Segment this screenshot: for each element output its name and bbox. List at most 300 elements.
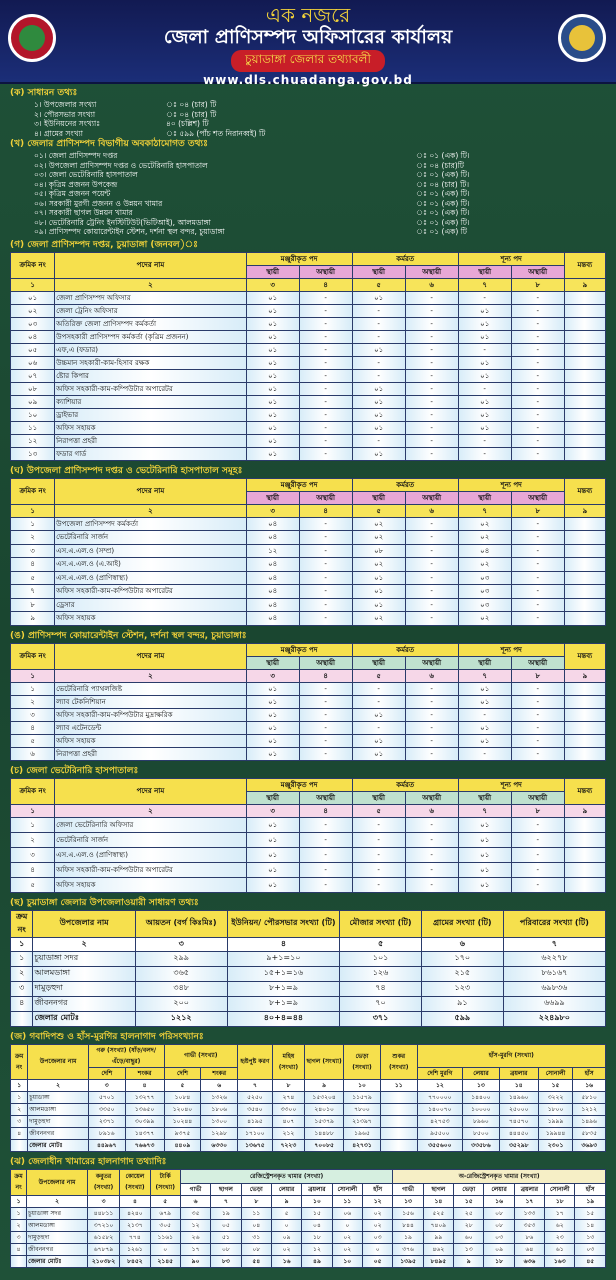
cell-value: - — [511, 291, 564, 304]
column-number: ১৫ — [454, 1195, 484, 1207]
post-name: অফিস সহায়ক — [55, 877, 246, 892]
cell-value: ০৩ — [458, 571, 511, 585]
upazila-name: জেলার মোটঃ — [27, 1255, 88, 1267]
column-number-row — [11, 804, 606, 817]
post-name: উচ্চমান সহকারী-কাম-হিসাব রক্ষক — [55, 356, 246, 369]
cell-value: - — [299, 517, 352, 531]
cell-value: - — [405, 356, 458, 369]
cell-value: - — [299, 408, 352, 421]
cell-value: ১ — [11, 817, 55, 832]
cell-value: ১৪৯৬০ — [499, 1091, 538, 1103]
column-number: ৩ — [246, 278, 299, 291]
cell-value: ৫৮১০ — [573, 1091, 606, 1103]
section-title: (ক) সাধারন তথ্যঃ — [10, 88, 78, 98]
cell-value: ১২৬১ — [120, 1243, 150, 1255]
cell-value: - — [299, 747, 352, 760]
cell-value: - — [511, 408, 564, 421]
cell-value — [564, 695, 605, 708]
cell-value: - — [405, 877, 458, 892]
col-pig: শুকর (সংখ্যা) — [380, 1044, 417, 1079]
cell-value: ১ — [11, 1207, 27, 1219]
info-line — [10, 129, 606, 139]
section-title: (ছ) চুয়াডাঙ্গা জেলার উপজেলাওয়ারী সাধারণ তথ্যঃ — [10, 897, 199, 908]
column-number: ৮ — [272, 1079, 304, 1091]
col-permanent: স্থায়ী — [352, 491, 405, 504]
cell-value: ০১ — [246, 695, 299, 708]
cell-value: - — [299, 447, 352, 460]
info-value: ঃ ০১ (এক) টি। — [416, 151, 470, 160]
cell-value: ০৩ — [458, 585, 511, 599]
cell-value: - — [458, 708, 511, 721]
cell-value: - — [299, 382, 352, 395]
cell-value: - — [405, 612, 458, 626]
column-number: ১৩ — [463, 1079, 500, 1091]
post-name: জেলা প্রাণিসম্পদ অফিসার — [55, 291, 246, 304]
col-farm-type: লেয়ার — [271, 1183, 301, 1195]
column-number: ৯ — [564, 804, 605, 817]
cell-value: ৬৪ — [514, 1243, 544, 1255]
cell-value: ৬৭৮৭৯ — [87, 1243, 119, 1255]
column-number: ১১ — [380, 1079, 417, 1091]
cell-value: ১৩ — [454, 1243, 484, 1255]
cell-value — [564, 304, 605, 317]
cell-value: ০১ — [246, 862, 299, 877]
cell-value: ৬৬৯৯ — [503, 996, 605, 1011]
cell-value: - — [511, 395, 564, 408]
cell-value: ১৩২৬ — [201, 1091, 238, 1103]
cell-value: ০৮ — [11, 382, 55, 395]
post-name: ল্যাব টেকনিশিয়ান — [55, 695, 246, 708]
info-value: ঃ ০১ (এক) টি — [416, 227, 467, 236]
cell-value — [564, 291, 605, 304]
cell-value: - — [511, 517, 564, 531]
cell-value: ১ — [11, 682, 55, 695]
cell-value: ৬২২৭৮ — [503, 951, 605, 966]
col-serial: ক্রমিক নং — [11, 778, 55, 804]
cell-value: ১৯ — [211, 1207, 241, 1219]
table-row — [11, 1207, 606, 1219]
col-farm-type: হাঁস — [575, 1183, 606, 1195]
cell-value: - — [405, 531, 458, 545]
staff-table — [10, 643, 606, 761]
cell-value: - — [299, 571, 352, 585]
cell-value: ৬ — [11, 747, 55, 760]
cell-value: ৮৯৬০ — [463, 1115, 500, 1127]
column-number: ৪ — [299, 669, 352, 682]
upazila-name: চুয়াডাঙ্গা সদর — [33, 951, 135, 966]
cell-value: - — [299, 734, 352, 747]
column-header: পরিবারের সংখ্যা (টি) — [503, 910, 605, 937]
cell-value — [564, 408, 605, 421]
cell-value: - — [405, 721, 458, 734]
cell-value: ০১ — [246, 421, 299, 434]
column-number: ১৯ — [575, 1195, 606, 1207]
column-number: ৫ — [352, 504, 405, 517]
cell-value — [564, 434, 605, 447]
column-number: ৭ — [503, 937, 605, 951]
cell-value: ১৬৩ — [545, 1255, 575, 1267]
table-row — [11, 356, 606, 369]
cell-value: - — [458, 747, 511, 760]
cell-value: - — [299, 304, 352, 317]
cell-value: ০১ — [458, 317, 511, 330]
cell-value: - — [405, 598, 458, 612]
info-line — [10, 151, 606, 161]
cell-value: - — [352, 369, 405, 382]
cell-value: ১ — [11, 951, 33, 966]
info-line — [10, 180, 606, 190]
cell-value: ০২ — [332, 1231, 362, 1243]
cell-value: ০৬ — [11, 356, 55, 369]
col-cattle: গরু (সংখ্যা) (ষাঁড়/বলদ/এঁড়ে/বাছুর) — [88, 1044, 164, 1067]
section-title: (খ) জেলার প্রাণিসম্পদ বিভাগীয় অবকাঠামোগত তথ্যঃ — [10, 139, 208, 149]
cell-value: - — [405, 291, 458, 304]
col-upazila: উপজেলার নাম — [28, 1044, 89, 1079]
cell-value: ০৫ — [362, 1255, 392, 1267]
column-number: ২ — [55, 504, 246, 517]
cell-value: ০১ — [246, 408, 299, 421]
column-number-row — [11, 669, 606, 682]
website-link[interactable]: www.dls.chuadanga.gov.bd — [203, 73, 413, 87]
column-number: ৮ — [241, 1195, 271, 1207]
cell-value: ৬১ — [545, 1243, 575, 1255]
cell-value: ৯ — [11, 612, 55, 626]
table-row — [11, 382, 606, 395]
cell-value: ৩৫ — [180, 1207, 210, 1219]
cell-value: ০১ — [458, 682, 511, 695]
cell-value: - — [458, 434, 511, 447]
header-row — [11, 910, 606, 937]
column-number: ৩ — [135, 937, 227, 951]
col-temporary: অস্থায়ী — [511, 791, 564, 804]
cell-value: ১২০৪০ — [164, 1103, 201, 1115]
cell-value: ২০০ — [135, 996, 227, 1011]
cell-value: ০১ — [352, 708, 405, 721]
cell-value: ৩৫৫৬০০ — [417, 1139, 462, 1151]
cell-value: ০২ — [458, 531, 511, 545]
upazila-name: আলমডাঙ্গা — [33, 966, 135, 981]
cell-value: ৬০ — [454, 1231, 484, 1243]
cell-value: ৪২৭৫৩ — [417, 1115, 462, 1127]
column-header: গ্রামের সংখ্যা (টি) — [421, 910, 503, 937]
info-value: ঃ ০১ (এক) টি। — [416, 170, 470, 179]
cell-value: ০৪ — [246, 598, 299, 612]
cell-value: ১৮০০ — [538, 1103, 573, 1115]
column-number: ৬ — [405, 504, 458, 517]
col-farm-type: সোনালী — [332, 1183, 362, 1195]
dls-logo-icon — [558, 14, 606, 62]
col-temporary: অস্থায়ী — [511, 265, 564, 278]
table-row — [11, 585, 606, 599]
cell-value: - — [299, 343, 352, 356]
table-row — [11, 1091, 606, 1103]
cell-value: - — [299, 612, 352, 626]
col-sanctioned: মঞ্জুরীকৃত পদ — [246, 478, 352, 491]
cell-value: - — [405, 330, 458, 343]
table-row — [11, 1219, 606, 1231]
cell-value: ০৪ — [458, 544, 511, 558]
cell-value: ১৮০৬ — [201, 1103, 238, 1115]
cell-value: ৮৫০০ — [463, 1127, 500, 1139]
cell-value: - — [299, 832, 352, 847]
column-header: উপজেলার নাম — [33, 910, 135, 937]
column-number: ২ — [55, 669, 246, 682]
column-number: ৭ — [458, 804, 511, 817]
cell-value: ১৩২৭৭ — [125, 1091, 164, 1103]
col-sheep: ভেড়া (সংখ্যা) — [344, 1044, 381, 1079]
cell-value: ০৪ — [246, 531, 299, 545]
cell-value: ১৩৯৫ — [393, 1255, 423, 1267]
col-cross: শংকর — [125, 1067, 164, 1079]
cell-value: - — [511, 585, 564, 599]
section-quarantine-station-staff — [0, 630, 616, 761]
cell-value: ৮+১=৯ — [227, 981, 339, 996]
upazila-name: চুয়াডাঙ্গা সদর — [27, 1207, 88, 1219]
cell-value: - — [352, 434, 405, 447]
table-row — [11, 832, 606, 847]
post-name: ভেটেরিনারি প্যাথলজিষ্ট — [55, 682, 246, 695]
cell-value: ৯৯ — [423, 1231, 453, 1243]
cell-value: ০৩ — [362, 1231, 392, 1243]
column-number: ৪ — [299, 504, 352, 517]
cell-value: - — [299, 434, 352, 447]
table-row — [11, 721, 606, 734]
cell-value: ০১ — [246, 747, 299, 760]
column-number: ২ — [33, 937, 135, 951]
post-name: নিরাপত্তা প্রহরী — [55, 747, 246, 760]
col-goat: ছাগল (সংখ্যা) — [305, 1044, 344, 1079]
cell-value: ৪ — [11, 1243, 27, 1255]
section-district-vet-hospital-staff — [0, 765, 616, 893]
upazila-name: চুয়াডাঙ্গা — [28, 1091, 89, 1103]
cell-value: - — [511, 421, 564, 434]
cell-value: ০২ — [458, 558, 511, 572]
cell-value: - — [511, 734, 564, 747]
cell-value: ৭ — [11, 585, 55, 599]
post-name: উপজেলা প্রাণিসম্পদ কর্মকর্তা — [55, 517, 246, 531]
cell-value: ৩৩০০ — [272, 1103, 304, 1115]
cell-value — [564, 585, 605, 599]
cell-value: - — [299, 291, 352, 304]
column-header: ইউনিয়ন/ পৌরসভার সংখ্যা (টি) — [227, 910, 339, 937]
table-row — [11, 877, 606, 892]
column-number: ৫ — [150, 1195, 180, 1207]
column-number: ১৪ — [499, 1079, 538, 1091]
post-name: এস.এ.এল.ও (প্রাণিস্বাস্থ্য) — [55, 847, 246, 862]
cell-value: - — [352, 682, 405, 695]
col-remarks: মন্তব্য — [564, 252, 605, 278]
cell-value: ১৫+১=১৬ — [227, 966, 339, 981]
cell-value: ০১ — [458, 408, 511, 421]
col-permanent: স্থায়ী — [352, 265, 405, 278]
upazila-name: দামুড়হুদা — [27, 1231, 88, 1243]
cell-value: ১৫ — [302, 1207, 332, 1219]
info-value: ঃ ০১ (এক) টি। — [416, 217, 470, 227]
cell-value: - — [511, 330, 564, 343]
cell-value: ৪৯ — [302, 1255, 332, 1267]
cell-value: - — [405, 317, 458, 330]
cell-value: ০১ — [246, 847, 299, 862]
cell-value: ০১ — [352, 343, 405, 356]
table-row — [11, 447, 606, 460]
cell-value: ৬১৫৮২ — [87, 1231, 119, 1243]
info-label: ০৬। সরকারী মুরগী প্রজনন ও উন্নয়ন খামার — [34, 198, 163, 208]
cell-value: ৪২৭৩১ — [344, 1139, 381, 1151]
cell-value: ৩৫২৯৮ — [499, 1139, 538, 1151]
cell-value: ৩ — [11, 981, 33, 996]
cell-value — [564, 356, 605, 369]
cell-value: - — [352, 356, 405, 369]
col-farm-type: হাঁস — [362, 1183, 392, 1195]
col-farm-type: গাভী — [180, 1183, 210, 1195]
column-number: ১৫ — [538, 1079, 573, 1091]
header-row — [11, 252, 606, 265]
cell-value: ০৯ — [271, 1231, 301, 1243]
cell-value: ০৫ — [11, 343, 55, 356]
table-row — [11, 1115, 606, 1127]
cell-value: ০২ — [332, 1243, 362, 1255]
cell-value — [380, 1091, 417, 1103]
cell-value: ০১ — [458, 330, 511, 343]
cell-value: ১৩০০ — [201, 1115, 238, 1127]
cell-value: ১১৫৭৯ — [344, 1091, 381, 1103]
post-name: ষ্টোর কিপার — [55, 369, 246, 382]
cell-value: ৮৪৯৫ — [423, 1255, 453, 1267]
column-number: ১৮ — [545, 1195, 575, 1207]
column-number: ১২ — [417, 1079, 462, 1091]
cell-value: ১৪৪০০ — [463, 1091, 500, 1103]
cell-value: - — [352, 832, 405, 847]
column-number: ৩ — [87, 1195, 119, 1207]
column-header: ক্রম নং — [11, 910, 33, 937]
cell-value: - — [405, 571, 458, 585]
cell-value: ১২ — [302, 1243, 332, 1255]
cell-value: ৮৯১৬ — [88, 1127, 125, 1139]
cell-value: - — [405, 817, 458, 832]
cell-value: ৯ — [454, 1255, 484, 1267]
post-name: ভেটেরিনারি সার্জন — [55, 531, 246, 545]
info-label: ৪। গ্রামের সংখ্যা — [34, 128, 83, 138]
upazila-name: দামুড়হুদা — [33, 981, 135, 996]
cell-value: ০১ — [246, 356, 299, 369]
cell-value: - — [352, 330, 405, 343]
cell-value: ৪ — [11, 1127, 28, 1139]
cell-value: ০৪ — [241, 1219, 271, 1231]
cell-value: ১৫৩৭৯ — [305, 1115, 344, 1127]
cell-value: - — [511, 571, 564, 585]
cell-value — [380, 1115, 417, 1127]
cell-value — [564, 558, 605, 572]
cell-value: - — [299, 862, 352, 877]
cell-value: ০৩ — [11, 317, 55, 330]
column-number-row — [11, 1079, 606, 1091]
cell-value: ১৩ — [575, 1231, 606, 1243]
post-name: অফিস সহকারী-কাম-কম্পিউটার অপারেটর — [55, 585, 246, 599]
cell-value: ১৭ — [545, 1207, 575, 1219]
cell-value: - — [299, 531, 352, 545]
col-poultry-type: হাঁস — [573, 1067, 606, 1079]
cell-value: ১২৬ — [340, 966, 422, 981]
office-title: জেলা প্রাণিসম্পদ অফিসারের কার্যালয় — [163, 26, 453, 48]
section-district-office-staff — [0, 239, 616, 461]
cell-value: ১৮ — [302, 1231, 332, 1243]
cell-value: ৩ — [11, 708, 55, 721]
cell-value: ১০২৪৪ — [164, 1115, 201, 1127]
cell-value: ০১ — [458, 395, 511, 408]
cell-value: ৫ — [271, 1207, 301, 1219]
cell-value: ৫ — [11, 571, 55, 585]
cell-value: ০১ — [246, 317, 299, 330]
cell-value: ৭৪ — [340, 981, 422, 996]
cell-value: ২১৩৯৭ — [344, 1115, 381, 1127]
table-row — [11, 708, 606, 721]
cell-value: - — [405, 517, 458, 531]
cell-value: - — [511, 612, 564, 626]
cell-value: ১৬ — [271, 1255, 301, 1267]
cell-value: ২৮ — [454, 1219, 484, 1231]
cell-value: ২ — [11, 531, 55, 545]
col-vacant: শূন্য পদ — [458, 478, 564, 491]
cell-value: ২১২ — [272, 1127, 304, 1139]
cell-value: - — [405, 395, 458, 408]
cell-value — [564, 317, 605, 330]
cell-value: ০২ — [352, 612, 405, 626]
cell-value: - — [511, 356, 564, 369]
cell-value — [11, 1139, 28, 1151]
col-temporary: অস্থায়ী — [405, 656, 458, 669]
cell-value: - — [299, 330, 352, 343]
info-label: ০৭। সরকারী ছাগল উন্নয়ন খামার — [34, 208, 133, 217]
cell-value: ০৪ — [246, 558, 299, 572]
cell-value: ২৫ — [454, 1207, 484, 1219]
column-number: ৬ — [405, 804, 458, 817]
cell-value: ৯০ — [180, 1255, 210, 1267]
table-row — [11, 558, 606, 572]
post-name: উপসহকারী প্রাণিসম্পদ কর্মকর্তা (কৃত্রিম প্রজনন) — [55, 330, 246, 343]
cell-value: ০১ — [246, 434, 299, 447]
cell-value: ২ — [11, 1219, 27, 1231]
column-number: ৬ — [180, 1195, 210, 1207]
col-permanent: স্থায়ী — [458, 791, 511, 804]
column-number: ৭ — [458, 504, 511, 517]
cell-value: ০ — [332, 1219, 362, 1231]
cell-value: - — [458, 382, 511, 395]
post-name: অফিস সহায়ক — [55, 734, 246, 747]
cell-value: - — [405, 847, 458, 862]
cell-value: ৬২ — [545, 1219, 575, 1231]
cell-value: ২৯৯ — [135, 951, 227, 966]
cell-value — [564, 877, 605, 892]
table-row — [11, 817, 606, 832]
col-pigeon: কবুতর (সংখ্যা) — [87, 1169, 119, 1195]
cell-value: ১৪ — [575, 1219, 606, 1231]
cell-value: - — [352, 317, 405, 330]
cell-value: ২ — [11, 1103, 28, 1115]
cell-value: ০১ — [246, 291, 299, 304]
post-name: ফডার গার্ড — [55, 447, 246, 460]
cell-value: ০৮ — [484, 1219, 514, 1231]
cell-value: ৭০০৮৫ — [305, 1139, 344, 1151]
table-row — [11, 862, 606, 877]
col-vacant: শূন্য পদ — [458, 252, 564, 265]
cell-value: - — [299, 421, 352, 434]
cell-value: - — [352, 695, 405, 708]
col-temporary: অস্থায়ী — [299, 491, 352, 504]
table-row — [11, 981, 606, 996]
column-number: ৫ — [352, 669, 405, 682]
col-local: দেশি — [164, 1067, 201, 1079]
info-label: ২। পৌরসভার সংখ্যা — [34, 109, 96, 119]
